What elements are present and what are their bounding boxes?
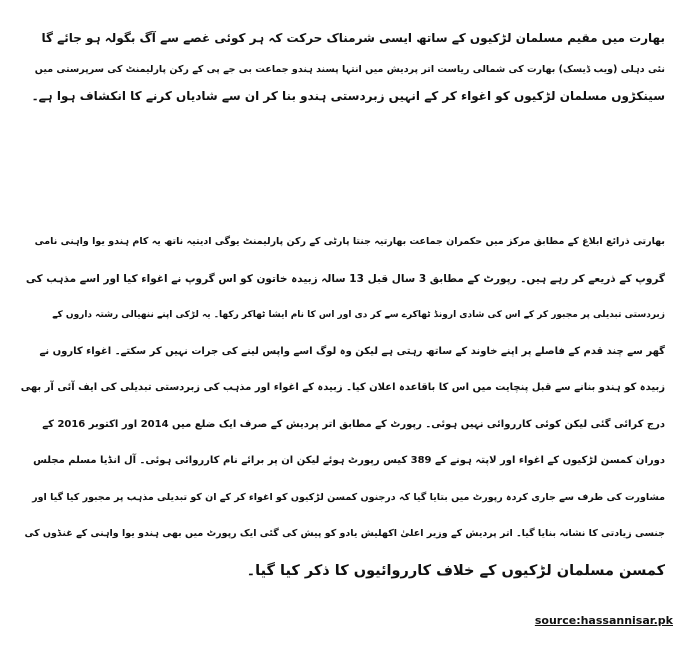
- source-credit: source:hassannisar.pk: [534, 614, 673, 627]
- article-paragraph-intro: [20, 56, 665, 110]
- paragraph-line: گروپ کے ذریعے کر رہے ہیں۔ رپورٹ کے مطابق 3 سال قبل 13 سالہ زبیدہ خاتون کو اس گروپ نے اغواء کیا اور اسے مذہب کی: [25, 272, 665, 285]
- paragraph-line: دوران کمسن لڑکیوں کے اغواء اور لاپتہ ہونے کے 389 کیس رپورٹ ہوئے لیکن ان پر برائے نام کارروائی ہوئی۔ آل انڈیا مسلم مجلس: [33, 455, 665, 466]
- paragraph-line: گھر سے چند قدم کے فاصلے پر اپنے خاوند کے ساتھ رہتی ہے لیکن وہ لوگ اسے واپس لینے کی جرات نہیں کر سکتے۔ اغواء کاروں نے: [39, 345, 665, 357]
- paragraph-line: درج کرائی گئی لیکن کوئی کارروائی نہیں ہوئی۔ رپورٹ کے مطابق اتر پردیش کے صرف ایک ضلع میں 2014 اور اکتوبر 2016 کے: [42, 418, 665, 430]
- paragraph-line: بھارتی ذرائع ابلاغ کے مطابق مرکز میں حکمران جماعت بھارتیہ جنتا پارٹی کے رکن پارلیمنٹ یوگی ادیتیہ ناتھ یہ کام ہندو یوا واہنی نامی: [34, 236, 665, 247]
- paragraph-line: جنسی زیادتی کا نشانہ بنایا گیا۔ اتر پردیش کے وزیر اعلیٰ اکھلیش یادو کو پیش کی گئی ایک رپورٹ میں بھی ہندو یوا واہنی کے غنڈوں کی: [24, 528, 665, 539]
- paragraph-line: مشاورت کی طرف سے جاری کردہ رپورٹ میں بتایا گیا کہ درجنوں کمسن لڑکیوں کو اغواء کر کے ان کو تبدیلی مذہب پر مجبور کیا گیا اور: [32, 491, 665, 503]
- paragraph-line: زبردستی تبدیلی پر مجبور کر کے اس کی شادی ارونڈ ٹھاکرے سے کر دی اور اس کا نام ایشا ٹھاکر رکھا۔ یہ لڑکی اپنے ننھیالی رشتہ داروں کے: [52, 310, 665, 320]
- paragraph-line: نئی دہلی (ویب ڈیسک) بھارت کی شمالی ریاست اتر پردیش میں انتہا پسند ہندو جماعت بی جے پی کے رکن پارلیمنٹ کی سرپرستی میں: [34, 64, 665, 75]
- paragraph-line: کمسن مسلمان لڑکیوں کے خلاف کارروائیوں کا ذکر کیا گیا۔: [246, 562, 665, 579]
- article-headline: بھارت میں مقیم مسلمان لڑکیوں کے ساتھ ایسی شرمناک حرکت کہ ہر کوئی غصے سے آگ بگولہ ہو جائے گا: [41, 31, 665, 45]
- article-paragraph-body: [20, 224, 665, 589]
- paragraph-line: سینکڑوں مسلمان لڑکیوں کو اغواء کر کے انہیں زبردستی ہندو بنا کر ان سے شادیاں کرنے کا انکشاف ہوا ہے۔: [31, 89, 665, 103]
- paragraph-line: زبیدہ کو ہندو بنانے سے قبل پنچایت میں اس کا باقاعدہ اعلان کیا۔ زبیدہ کے اغواء اور مذہب کی زبردستی تبدیلی کی ایف آئی آر بھی: [20, 382, 665, 393]
